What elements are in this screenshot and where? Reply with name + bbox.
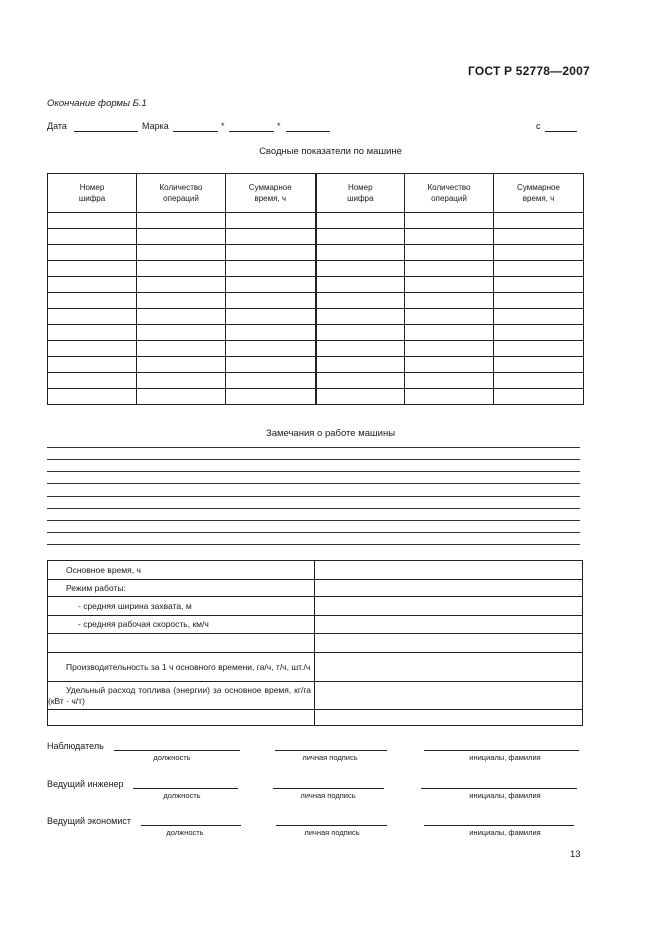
remark-line[interactable] xyxy=(47,471,580,472)
header-code-2: Номер шифра xyxy=(316,174,405,213)
signature-line-economist[interactable] xyxy=(276,825,387,826)
remark-line[interactable] xyxy=(47,532,580,533)
indicator-empty-2 xyxy=(48,710,315,726)
caption-position: должность xyxy=(153,753,191,762)
brand-field-2[interactable] xyxy=(229,122,274,132)
caption-signature: личная подпись xyxy=(300,791,356,800)
header-time-1: Суммарное время, ч xyxy=(226,174,316,213)
brand-field[interactable] xyxy=(173,122,218,132)
position-line-economist[interactable] xyxy=(141,825,241,826)
remark-line[interactable] xyxy=(47,447,580,448)
date-label: Дата xyxy=(47,121,67,131)
signature-line-engineer[interactable] xyxy=(273,788,384,789)
signature-line-observer[interactable] xyxy=(275,750,387,751)
indicator-productivity: Производительность за 1 ч основного времени, га/ч, т/ч, шт./ч xyxy=(48,653,315,682)
caption-name: инициалы, фамилия xyxy=(469,828,541,837)
value-fuel[interactable] xyxy=(315,682,583,710)
header-time-2: Суммарное время, ч xyxy=(494,174,584,213)
header-ops-1: Количество операций xyxy=(137,174,226,213)
indicator-fuel: Удельный расход топлива (энергии) за основное время, кг/га (кВт · ч/т) xyxy=(48,682,315,710)
header-code-1: Номер шифра xyxy=(48,174,137,213)
caption-name: инициалы, фамилия xyxy=(469,791,541,800)
remark-line[interactable] xyxy=(47,483,580,484)
caption-position: должность xyxy=(163,791,201,800)
remark-line[interactable] xyxy=(47,508,580,509)
table-row xyxy=(48,325,584,341)
from-label: с xyxy=(536,121,541,131)
remarks-title: Замечания о работе машины xyxy=(265,428,396,439)
name-line-observer[interactable] xyxy=(424,750,579,751)
position-line-observer[interactable] xyxy=(114,750,240,751)
table-row xyxy=(48,277,584,293)
value-empty-2[interactable] xyxy=(315,710,583,726)
from-field[interactable] xyxy=(545,122,577,132)
summary-table xyxy=(47,173,584,405)
remark-line[interactable] xyxy=(47,496,580,497)
value-productivity[interactable] xyxy=(315,653,583,682)
table-row xyxy=(48,389,584,405)
remark-line[interactable] xyxy=(47,520,580,521)
star-2: * xyxy=(277,121,281,131)
table-row xyxy=(48,245,584,261)
indicator-empty xyxy=(48,634,315,653)
indicator-work-mode: Режим работы: xyxy=(48,580,315,597)
caption-position: должность xyxy=(166,828,204,837)
value-work-mode[interactable] xyxy=(315,580,583,597)
table-row xyxy=(48,261,584,277)
document-code: ГОСТ Р 52778—2007 xyxy=(468,64,590,78)
signature-role-economist: Ведущий экономист xyxy=(47,816,131,826)
table-row xyxy=(48,229,584,245)
table-row xyxy=(48,213,584,229)
table-row xyxy=(48,373,584,389)
indicator-main-time: Основное время, ч xyxy=(48,561,315,580)
header-ops-2: Количество операций xyxy=(405,174,494,213)
indicators-table xyxy=(47,560,583,726)
position-line-engineer[interactable] xyxy=(133,788,238,789)
table-row xyxy=(48,341,584,357)
indicator-avg-speed: - средняя рабочая скорость, км/ч xyxy=(48,616,315,634)
date-field[interactable] xyxy=(74,122,138,132)
name-line-economist[interactable] xyxy=(424,825,574,826)
indicator-avg-width: - средняя ширина захвата, м xyxy=(48,597,315,616)
brand-field-3[interactable] xyxy=(286,122,330,132)
value-empty[interactable] xyxy=(315,634,583,653)
caption-name: инициалы, фамилия xyxy=(469,753,541,762)
brand-label: Марка xyxy=(142,121,169,131)
value-avg-width[interactable] xyxy=(315,597,583,616)
name-line-engineer[interactable] xyxy=(421,788,577,789)
remark-line[interactable] xyxy=(47,459,580,460)
page-number: 13 xyxy=(570,849,581,860)
summary-header-row xyxy=(48,174,584,213)
table-row xyxy=(48,293,584,309)
value-avg-speed[interactable] xyxy=(315,616,583,634)
star-1: * xyxy=(221,121,225,131)
table-row xyxy=(48,357,584,373)
signature-role-engineer: Ведущий инженер xyxy=(47,779,124,789)
signature-role-observer: Наблюдатель xyxy=(47,741,104,751)
value-main-time[interactable] xyxy=(315,561,583,580)
summary-title: Сводные показатели по машине xyxy=(259,146,402,157)
remark-line[interactable] xyxy=(47,544,580,545)
caption-signature: личная подпись xyxy=(304,828,360,837)
form-end-label: Окончание формы Б.1 xyxy=(47,98,147,109)
caption-signature: личная подпись xyxy=(302,753,358,762)
table-row xyxy=(48,309,584,325)
